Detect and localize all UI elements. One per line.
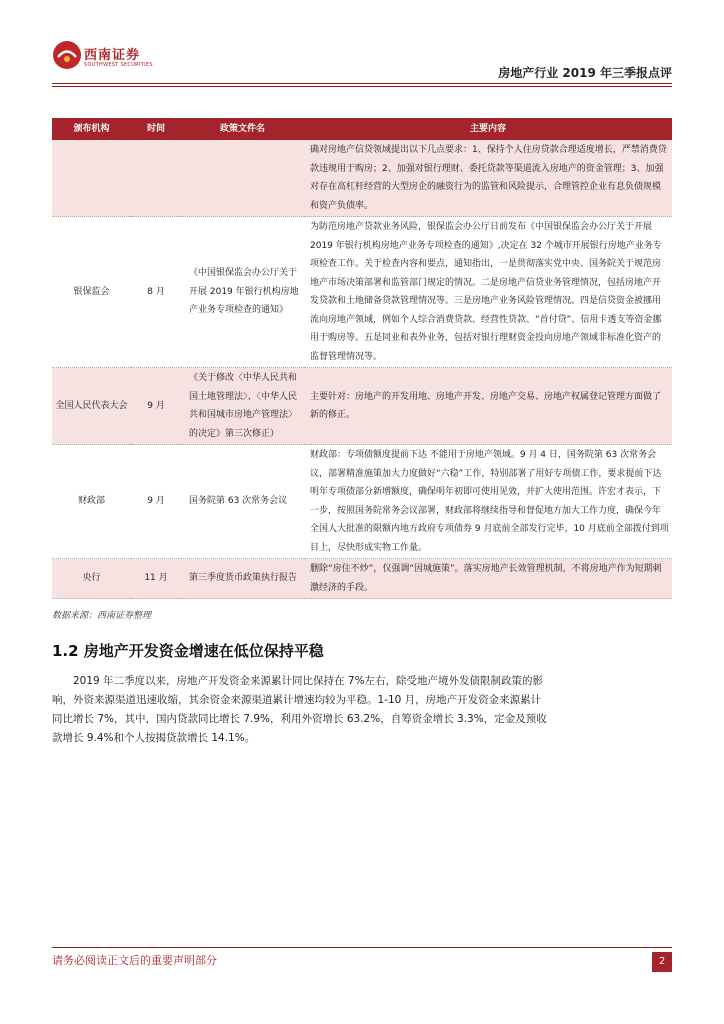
logo-chinese-name: 西南证券 [84,48,141,63]
report-title: 房地产行业 2019 年三季报点评 [498,66,672,80]
cell-time: 9 月 [131,445,181,559]
table-row [52,368,672,445]
cell-doc: 国务院第 63 次常务会议 [181,445,304,559]
footer-divider [52,947,672,948]
page-number: 2 [652,952,672,972]
cell-org: 财政部 [52,445,131,559]
header-divider-secondary [52,86,672,87]
logo-english-name: SOUTHWEST SECURITIES [84,62,153,68]
body-paragraph: 2019 年二季度以来，房地产开发资金来源累计同比保持在 7%左右，除受地产境外发债限制政策的影响，外资来源渠道迅速收缩，其余资金来源渠道累计增速均较为平稳。1-10 月，房地产开发资金来源累计同比增长 7%，其中，国内贷款同比增长 7.9%，利用外资增长 63.2%，自筹资金增长 3.3%，定金及预收款增长 9.4%和个人按揭贷款增长 14.1%。 [52,675,547,744]
cell-doc: 《中国银保监会办公厅关于开展 2019 年银行机构房地产业务专项检查的通知》 [181,217,304,368]
header-divider [52,83,672,84]
policy-table [52,118,672,599]
cell-content: 为防范房地产贷款业务风险，银保监会办公厅日前发布《中国银保监会办公厅关于开展 2019 年银行机构房地产业务专项检查的通知》,决定在 32 个城市开展银行房地产业务专项检查工作。关于检查内容和要点，通知指出，一是贯彻落实党中央、国务院关于规范房地产市场决策部署和监管部门规定的情况。二是房地产信贷业务管理情况，包括房地产开发贷款和土地储备贷款管理情况等。三是房地产业务风险管理情况。四是信贷资金被挪用流向房地产领域，例如个人综合消费贷款、经营性贷款、“首付贷”、信用卡透支等资金挪用于购房等。五是同业和表外业务，包括对银行理财资金投向房地产领域非标准化资产的监督管理情况等。 [304,217,672,368]
table-header-row [52,118,672,140]
cell-content: 主要针对：房地产的开发用地、房地产开发、房地产交易、房地产权属登记管理方面做了新的修正。 [304,368,672,445]
cell-content: 确对房地产信贷领域提出以下几点要求：1、保持个人住房贷款合理适度增长，严禁消费贷款违规用于购房；2、加强对银行理财、委托贷款等渠道流入房地产的资金管理；3、加强对存在高杠杆经营的大型房企的融资行为的监管和风险提示，合理管控企业有息负债规模和资产负债率。 [304,140,672,217]
cell-time: 8 月 [131,217,181,368]
cell-org [52,140,131,217]
table-row [52,217,672,368]
cell-doc [181,140,304,217]
cell-time [131,140,181,217]
footer-disclaimer: 请务必阅读正文后的重要声明部分 [52,954,217,967]
data-source-note: 数据来源：西南证券整理 [52,611,152,621]
cell-doc: 《关于修改〈中华人民共和国土地管理法〉、〈中华人民共和国城市房地产管理法〉的决定》第三次修正） [181,368,304,445]
header-time: 时间 [131,118,181,140]
cell-time: 9 月 [131,368,181,445]
table-row [52,559,672,599]
company-logo [52,40,153,76]
header-doc: 政策文件名 [181,118,304,140]
cell-content: 财政部：专项债额度提前下达 不能用于房地产领域。9 月 4 日，国务院第 63 次常务会议，部署精准施策加大力度做好“六稳”工作，特别部署了用好专项债工作，要求提前下达明年专项债部分新增额度，确保明年初即可使用见效，并扩大使用范围。许宏才表示，下一步，按照国务院常务会议部署，财政部将继续指导和督促地方加大工作力度，确保今年全国人大批准的限额内地方政府专项债券 9 月底前全部发行完毕，10 月底前全部拨付到项目上，尽快形成实物工作量。 [304,445,672,559]
logo-mark-icon [52,40,82,70]
table-row [52,140,672,217]
section-heading: 1.2 房地产开发资金增速在低位保持平稳 [52,642,324,660]
cell-content: 删除“房住不炒”，仅强调“因城施策”。落实房地产长效管理机制，不将房地产作为短期刺激经济的手段。 [304,559,672,599]
table-row [52,445,672,559]
cell-org: 银保监会 [52,217,131,368]
header-content: 主要内容 [304,118,672,140]
cell-time: 11 月 [131,559,181,599]
cell-doc: 第三季度货币政策执行报告 [181,559,304,599]
header-org: 颁布机构 [52,118,131,140]
cell-org: 全国人民代表大会 [52,368,131,445]
cell-org: 央行 [52,559,131,599]
